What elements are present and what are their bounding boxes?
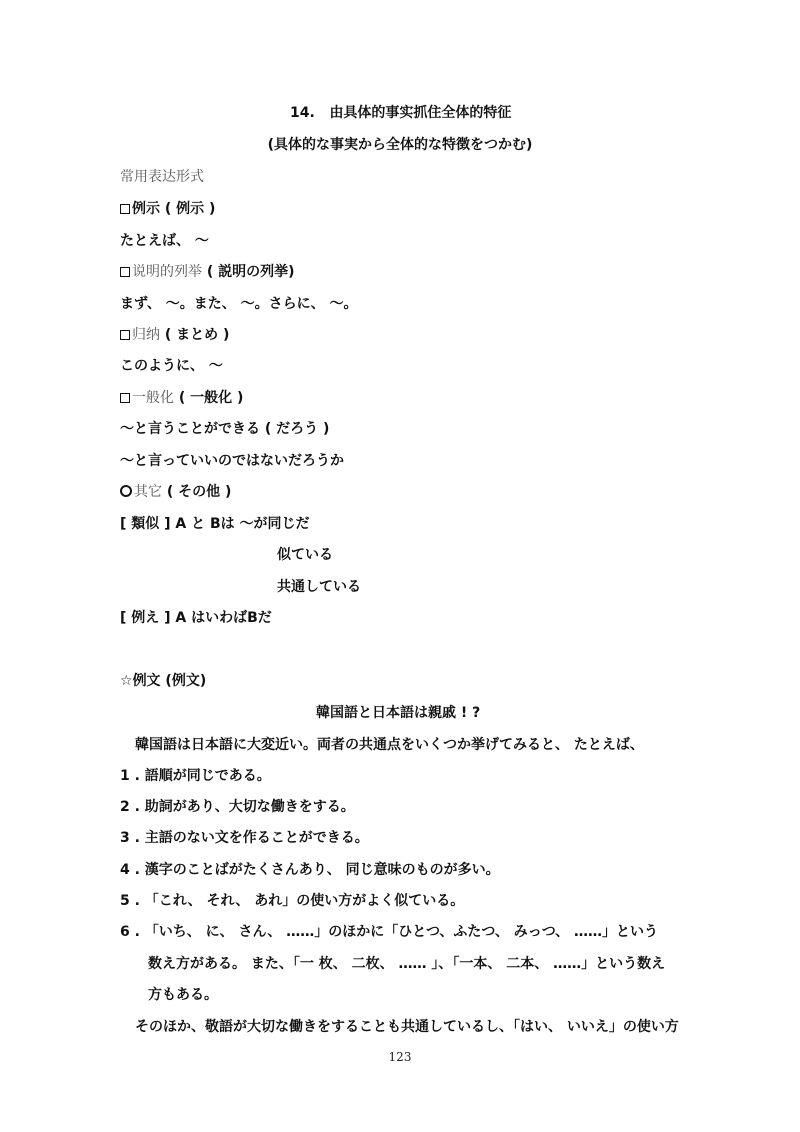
- form-similar-alt-1: 似ている: [277, 547, 333, 563]
- forms-heading: 常用表达形式: [120, 169, 204, 185]
- form-example-phrase: たとえば、 ～: [120, 233, 209, 249]
- list-item-6-line-2: 数え方がある。 また、「一 枚、 二枚、 …… 」、「一本、 二本、 ……」という数え: [148, 956, 666, 972]
- example-heading-text: 例文 (例文): [132, 673, 207, 689]
- label-ja: ( 例示 ): [164, 201, 216, 217]
- form-general-label: [120, 389, 243, 407]
- form-similar-alt-2: 共通している: [277, 579, 361, 595]
- list-item-6-line-3: 方もある。: [148, 987, 218, 1003]
- checkbox-icon: [120, 393, 130, 403]
- circle-icon: [120, 485, 132, 497]
- label-ja: ( 説明の列挙): [206, 264, 295, 280]
- label-zh: 说明的列举: [132, 264, 202, 280]
- form-similar-line: [ 類似 ] A と Bは ～が同じだ: [120, 516, 310, 532]
- label-zh: 归纳: [132, 327, 160, 343]
- label-zh: 一般化: [132, 390, 174, 406]
- list-item: 1 . 語順が同じである。: [120, 768, 271, 784]
- form-example-line: [ 例え ] A はいわばBだ: [120, 610, 272, 626]
- form-summary-phrase: このように、 ～: [120, 358, 223, 374]
- list-item: 5 . 「これ、 それ、 あれ」の使い方がよく似ている。: [120, 893, 465, 909]
- section-title: [290, 104, 511, 122]
- section-title-text: 由具体的事实抓住全体的特征: [329, 105, 512, 121]
- checkbox-icon: [120, 267, 130, 277]
- list-item: 2 . 助詞があり、大切な働きをする。: [120, 799, 355, 815]
- form-general-phrase-2: ～と言っていいのではないだろうか: [120, 453, 344, 469]
- form-other-label: [120, 483, 231, 501]
- article-title: 韓国語と日本語は親戚 ! ?: [316, 705, 481, 721]
- form-enum-phrase: まず、 ～。また、 ～。さらに、 ～。: [120, 296, 358, 312]
- page-number: 123: [388, 1050, 412, 1064]
- form-example-label: [120, 200, 215, 218]
- label-ja: ( まとめ ): [164, 327, 230, 343]
- article-closing: そのほか、敬語が大切な働きをすることも共通しているし、「はい、 いいえ」の使い方: [135, 1019, 679, 1035]
- label-ja: ( その他 ): [166, 484, 232, 500]
- section-number: 14.: [290, 105, 315, 121]
- list-item-6-line-1: 6 . 「いち、 に、 さん、 ……」のほかに「ひとつ、ふたつ、 みっつ、 ……」という: [120, 924, 659, 940]
- form-summary-label: [120, 326, 229, 344]
- star-icon: ☆: [120, 673, 133, 689]
- section-subtitle: (具体的な事実から全体的な特徴をつかむ): [267, 137, 533, 153]
- list-item: 3 . 主語のない文を作ることができる。: [120, 830, 369, 846]
- form-general-phrase-1: ～と言うことができる ( だろう ): [120, 421, 330, 437]
- list-item: 4 . 漢字のことばがたくさんあり、 同じ意味のものが多い。: [120, 862, 500, 878]
- checkbox-icon: [120, 204, 130, 214]
- label-zh: 例示: [132, 201, 160, 217]
- checkbox-icon: [120, 330, 130, 340]
- label-zh: 其它: [134, 484, 162, 500]
- label-ja: ( 一般化 ): [178, 390, 244, 406]
- article-intro: 韓国語は日本語に大変近い。両者の共通点をいくつか挙げてみると、 たとえば、: [135, 737, 644, 753]
- example-heading: [120, 672, 206, 690]
- form-enum-label: [120, 263, 295, 281]
